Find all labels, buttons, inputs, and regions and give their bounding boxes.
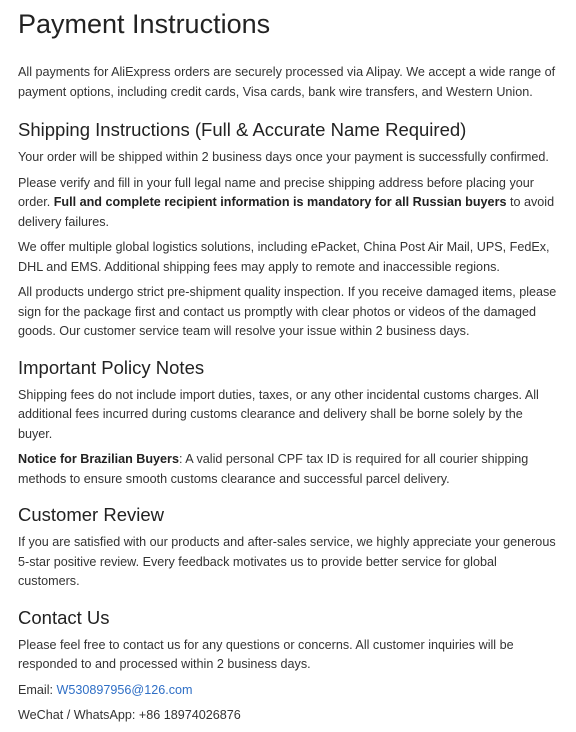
review-paragraph: If you are satisfied with our products and after-sales service, we highly appreciate your generous 5-star positive review. Every feedback motivates us to provide better service for global customers.: [18, 535, 556, 588]
shipping-paragraph-4: All products undergo strict pre-shipment quality inspection. If you receive damaged items, please sign for the package first and contact us promptly with clear photos or videos of the damaged goods. Our customer service team will resolve your issue within 2 business days.: [18, 285, 557, 338]
policy-paragraph-1: Shipping fees do not include import duties, taxes, or any other incidental customs charges. All additional fees incurred during customs clearance and delivery shall be borne solely by the buyer.: [18, 387, 539, 441]
shipping-p2-text-before: Please verify and fill in your full legal name and precise shipping address before placing your order.: [18, 175, 534, 209]
russian-buyers-notice: Full and complete recipient information is mandatory for all Russian buyers: [53, 195, 507, 209]
shipping-section: [18, 118, 558, 342]
email-label: Email:: [18, 682, 57, 697]
policy-p2-text-after: : A valid personal CPF tax ID is required for all courier shipping methods to ensure smooth customs clearance and successful parcel delivery.: [18, 452, 529, 486]
policy-paragraph-2: [18, 450, 558, 489]
contact-section: [18, 606, 558, 726]
brazilian-buyers-notice: Notice for Brazilian Buyers: [18, 452, 179, 466]
review-section: [18, 503, 558, 592]
phone-line: WeChat / WhatsApp: +86 18974026876: [18, 708, 241, 722]
policy-section: [18, 356, 558, 490]
policy-heading: Important Policy Notes: [18, 356, 205, 378]
shipping-p2-text-after: to avoid delivery failures.: [18, 195, 555, 229]
contact-paragraph: Please feel free to contact us for any questions or concerns. All customer inquiries will be responded to and processed within 2 business days.: [18, 637, 514, 671]
email-line: [18, 681, 558, 701]
shipping-heading: Shipping Instructions (Full & Accurate Name Required): [18, 119, 467, 140]
email-link[interactable]: W530897956@126.com: [56, 682, 193, 697]
review-heading: Customer Review: [18, 504, 164, 525]
shipping-paragraph-1: Your order will be shipped within 2 business days once your payment is successfully confirmed.: [18, 150, 549, 164]
shipping-paragraph-2: [18, 174, 558, 233]
intro-paragraph: All payments for AliExpress orders are securely processed via Alipay. We accept a wide range of payment options, including credit cards, Visa cards, bank wire transfers, and Western Union.: [18, 65, 556, 99]
page-title: Payment Instructions: [18, 9, 271, 39]
contact-heading: Contact Us: [18, 606, 110, 628]
shipping-paragraph-3: We offer multiple global logistics solutions, including ePacket, China Post Air Mail, UPS, FedEx, DHL and EMS. Additional shipping fees may apply to remote and inaccessible regions.: [18, 240, 550, 274]
